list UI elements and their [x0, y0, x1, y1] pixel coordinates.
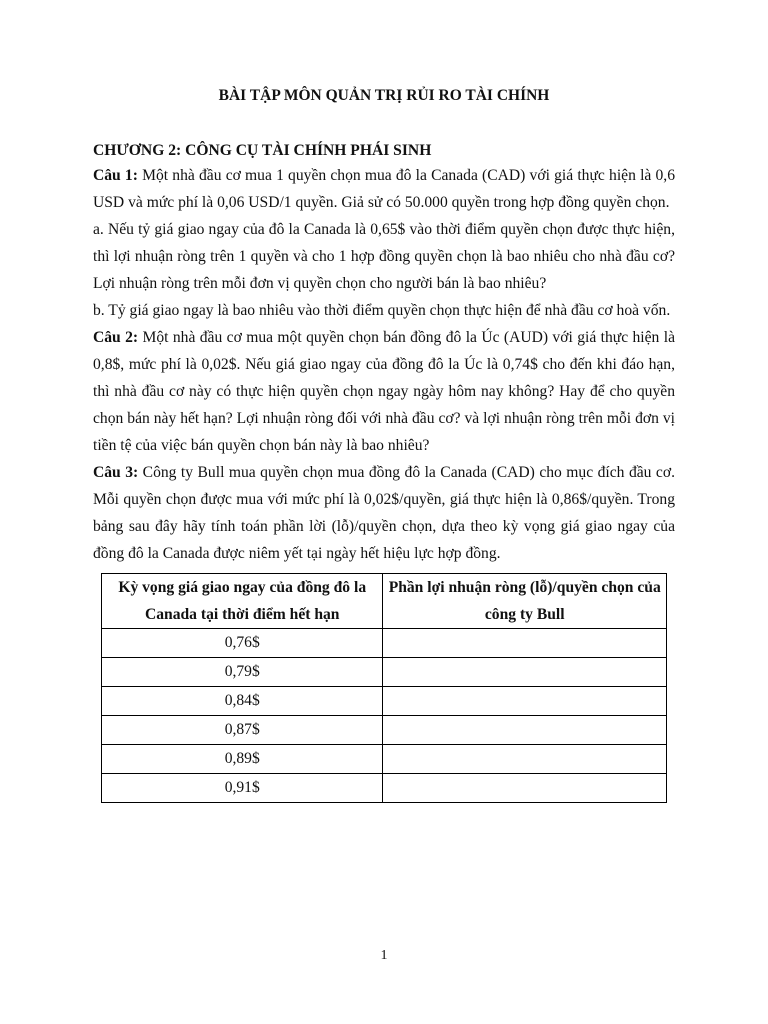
- spot-rate-cell: 0,84$: [102, 687, 383, 716]
- table-row: [102, 658, 667, 687]
- spot-rate-cell: 0,91$: [102, 774, 383, 803]
- page-number: 1: [380, 948, 388, 963]
- question-1: [93, 162, 675, 216]
- question-1-part-a: a. Nếu tỷ giá giao ngay của đô la Canada là 0,65$ vào thời điểm quyền chọn được thực hiện, thì lợi nhuận ròng trên 1 quyền và cho 1 hợp đồng quyền chọn là bao nhiêu cho nhà đầu cơ? Lợi nhuận ròng trên mỗi đơn vị quyền chọn cho người bán là bao nhiêu?: [93, 221, 675, 292]
- table-header-spot-rate: Kỳ vọng giá giao ngay của đồng đô la Canada tại thời điểm hết hạn: [102, 574, 383, 629]
- spot-rate-cell: 0,89$: [102, 745, 383, 774]
- table-row: [102, 716, 667, 745]
- chapter-heading: CHƯƠNG 2: CÔNG CỤ TÀI CHÍNH PHÁI SINH: [93, 142, 432, 159]
- net-profit-cell: [383, 687, 667, 716]
- table-row: [102, 629, 667, 658]
- spot-rate-cell: 0,79$: [102, 658, 383, 687]
- question-3: [93, 459, 675, 567]
- spot-rate-cell: 0,76$: [102, 629, 383, 658]
- question-2-label: Câu 2:: [93, 329, 139, 346]
- question-3-label: Câu 3:: [93, 464, 139, 481]
- profit-table: [101, 573, 667, 803]
- net-profit-cell: [383, 716, 667, 745]
- document-body: [93, 140, 675, 803]
- table-row: [102, 687, 667, 716]
- table-header-net-profit: Phần lợi nhuận ròng (lỗ)/quyền chọn của công ty Bull: [383, 574, 667, 629]
- table-row: [102, 774, 667, 803]
- question-2: [93, 324, 675, 459]
- question-2-text: Một nhà đầu cơ mua một quyền chọn bán đồng đô la Úc (AUD) với giá thực hiện là 0,8$, mức phí là 0,02$. Nếu giá giao ngay của đồng đô la Úc là 0,74$ cho đến khi đáo hạn, thì nhà đầu cơ này có thực hiện quyền chọn ngay ngày hôm nay không? Hay để cho quyền chọn bán này hết hạn? Lợi nhuận ròng đối với nhà đầu cơ? và lợi nhuận ròng trên mỗi đơn vị tiền tệ của việc bán quyền chọn bán này là bao nhiêu?: [93, 329, 675, 454]
- table-header-row: [102, 574, 667, 629]
- spot-rate-cell: 0,87$: [102, 716, 383, 745]
- net-profit-cell: [383, 745, 667, 774]
- net-profit-cell: [383, 658, 667, 687]
- net-profit-cell: [383, 774, 667, 803]
- document-title: BÀI TẬP MÔN QUẢN TRỊ RỦI RO TÀI CHÍNH: [218, 87, 550, 104]
- question-3-text: Công ty Bull mua quyền chọn mua đồng đô la Canada (CAD) cho mục đích đầu cơ. Mỗi quyền chọn được mua với mức phí là 0,02$/quyền, giá thực hiện là 0,86$/quyền. Trong bảng sau đây hãy tính toán phần lời (lỗ)/quyền chọn, dựa theo kỳ vọng giá giao ngay của đồng đô la Canada được niêm yết tại ngày hết hiệu lực hợp đồng.: [93, 464, 675, 562]
- question-1-label: Câu 1:: [93, 167, 138, 184]
- table-row: [102, 745, 667, 774]
- question-1-text: Một nhà đầu cơ mua 1 quyền chọn mua đô la Canada (CAD) với giá thực hiện là 0,6 USD và mức phí là 0,06 USD/1 quyền. Giả sử có 50.000 quyền trong hợp đồng quyền chọn.: [93, 167, 675, 211]
- net-profit-cell: [383, 629, 667, 658]
- question-1-part-b: b. Tỷ giá giao ngay là bao nhiêu vào thời điểm quyền chọn thực hiện để nhà đầu cơ hoà vốn.: [93, 302, 671, 319]
